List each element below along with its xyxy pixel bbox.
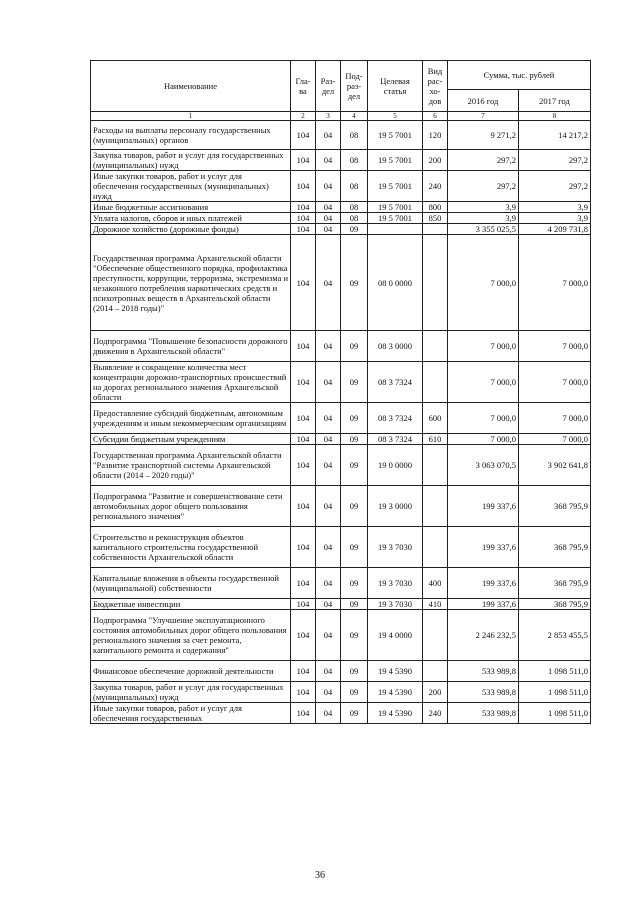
target-article-cell: 19 4 0000 [368, 610, 423, 661]
row-name-cell: Капитальные вложения в объекты государственной (муниципальной) собственности [91, 568, 291, 599]
col-number: 7 [448, 112, 519, 121]
target-article-cell: 19 5 7001 [368, 171, 423, 202]
razdel-cell: 04 [316, 610, 341, 661]
page-number: 36 [315, 870, 325, 881]
target-article-cell: 19 3 7030 [368, 599, 423, 610]
razdel-cell: 04 [316, 527, 341, 568]
target-article-cell: 19 3 0000 [368, 486, 423, 527]
amount-2017-cell: 4 209 731,8 [519, 224, 591, 235]
table-row [91, 331, 591, 362]
glava-cell: 104 [291, 403, 316, 434]
podrazdel-cell: 09 [341, 661, 368, 682]
row-name-cell: Бюджетные инвестиции [91, 599, 291, 610]
amount-2017-cell: 368 795,9 [519, 527, 591, 568]
row-name-cell: Подпрограмма "Улучшение эксплуатационного состояния автомобильных дорог общего пользования регионального значения за счет ремонта, капитального ремонта и содержания" [91, 610, 291, 661]
amount-2016-cell: 533 989,8 [448, 682, 519, 703]
amount-2017-cell: 1 098 511,0 [519, 682, 591, 703]
row-name-cell: Иные закупки товаров, работ и услуг для обеспечения государственных (муниципальных) нужд [91, 171, 291, 202]
amount-2016-cell: 3,9 [448, 213, 519, 224]
podrazdel-cell: 08 [341, 150, 368, 171]
amount-2016-cell: 9 271,2 [448, 121, 519, 150]
table-row [91, 121, 591, 150]
row-name-cell: Расходы на выплаты персоналу государственных (муниципальных) органов [91, 121, 291, 150]
target-article-cell: 19 0 0000 [368, 445, 423, 486]
expense-type-cell [423, 445, 448, 486]
target-article-cell: 08 3 7324 [368, 362, 423, 403]
table-row [91, 445, 591, 486]
podrazdel-cell: 09 [341, 682, 368, 703]
expense-type-cell: 120 [423, 121, 448, 150]
expense-type-cell: 240 [423, 703, 448, 724]
target-article-cell: 08 3 7324 [368, 434, 423, 445]
expense-type-cell [423, 235, 448, 331]
amount-2017-cell: 297,2 [519, 150, 591, 171]
target-article-cell: 19 4 5390 [368, 682, 423, 703]
amount-2017-cell: 7 000,0 [519, 235, 591, 331]
col-header-podrazdel: Под-раз-дел [341, 61, 368, 112]
razdel-cell: 04 [316, 150, 341, 171]
expense-type-cell: 200 [423, 682, 448, 703]
target-article-cell: 19 5 7001 [368, 121, 423, 150]
glava-cell: 104 [291, 661, 316, 682]
razdel-cell: 04 [316, 486, 341, 527]
glava-cell: 104 [291, 224, 316, 235]
amount-2017-cell: 2 853 455,5 [519, 610, 591, 661]
amount-2016-cell: 3 063 070,5 [448, 445, 519, 486]
glava-cell: 104 [291, 486, 316, 527]
amount-2017-cell: 1 098 511,0 [519, 661, 591, 682]
column-number-row [91, 112, 591, 121]
podrazdel-cell: 09 [341, 224, 368, 235]
razdel-cell: 04 [316, 682, 341, 703]
amount-2016-cell: 7 000,0 [448, 403, 519, 434]
amount-2017-cell: 7 000,0 [519, 362, 591, 403]
col-number: 2 [291, 112, 316, 121]
amount-2016-cell: 7 000,0 [448, 362, 519, 403]
razdel-cell: 04 [316, 445, 341, 486]
expense-type-cell: 600 [423, 403, 448, 434]
amount-2016-cell: 3 355 025,5 [448, 224, 519, 235]
table-row [91, 527, 591, 568]
target-article-cell: 08 0 0000 [368, 235, 423, 331]
amount-2016-cell: 3,9 [448, 202, 519, 213]
table-row [91, 224, 591, 235]
amount-2016-cell: 7 000,0 [448, 434, 519, 445]
col-header-glava: Гла-ва [291, 61, 316, 112]
target-article-cell: 19 4 5390 [368, 703, 423, 724]
target-article-cell: 08 3 7324 [368, 403, 423, 434]
amount-2016-cell: 7 000,0 [448, 331, 519, 362]
target-article-cell: 19 3 7030 [368, 568, 423, 599]
expense-type-cell: 850 [423, 213, 448, 224]
glava-cell: 104 [291, 445, 316, 486]
glava-cell: 104 [291, 150, 316, 171]
table-row [91, 610, 591, 661]
row-name-cell: Государственная программа Архангельской области "Обеспечение общественного порядка, профилактика преступности, коррупции, терроризма, экстремизма и незаконного потребления наркотических средств и психотропных веществ в Архангельской области (2014 – 2018 годы)" [91, 235, 291, 331]
row-name-cell: Государственная программа Архангельской области "Развитие транспортной системы Архангельской области (2014 – 2020 годы)" [91, 445, 291, 486]
col-number: 4 [341, 112, 368, 121]
podrazdel-cell: 09 [341, 610, 368, 661]
razdel-cell: 04 [316, 403, 341, 434]
amount-2017-cell: 7 000,0 [519, 434, 591, 445]
budget-table [90, 60, 591, 724]
podrazdel-cell: 09 [341, 362, 368, 403]
amount-2017-cell: 3,9 [519, 202, 591, 213]
row-name-cell: Предоставление субсидий бюджетным, автономным учреждениям и иным некоммерческим организациям [91, 403, 291, 434]
amount-2016-cell: 199 337,6 [448, 568, 519, 599]
podrazdel-cell: 09 [341, 434, 368, 445]
podrazdel-cell: 08 [341, 213, 368, 224]
glava-cell: 104 [291, 331, 316, 362]
expense-type-cell [423, 486, 448, 527]
razdel-cell: 04 [316, 224, 341, 235]
expense-type-cell: 400 [423, 568, 448, 599]
amount-2017-cell: 3 902 641,8 [519, 445, 591, 486]
amount-2016-cell: 199 337,6 [448, 486, 519, 527]
expense-type-cell: 240 [423, 171, 448, 202]
amount-2016-cell: 2 246 232,5 [448, 610, 519, 661]
podrazdel-cell: 09 [341, 568, 368, 599]
table-row [91, 661, 591, 682]
amount-2017-cell: 368 795,9 [519, 568, 591, 599]
table-row [91, 202, 591, 213]
target-article-cell: 19 4 5390 [368, 661, 423, 682]
target-article-cell: 19 5 7001 [368, 150, 423, 171]
table-row [91, 568, 591, 599]
table-row [91, 150, 591, 171]
target-article-cell: 19 3 7030 [368, 527, 423, 568]
razdel-cell: 04 [316, 703, 341, 724]
podrazdel-cell: 09 [341, 527, 368, 568]
table-row [91, 235, 591, 331]
podrazdel-cell: 09 [341, 445, 368, 486]
expense-type-cell: 410 [423, 599, 448, 610]
razdel-cell: 04 [316, 434, 341, 445]
razdel-cell: 04 [316, 171, 341, 202]
col-header-summa: Сумма, тыс. рублей [448, 61, 591, 90]
amount-2017-cell: 368 795,9 [519, 486, 591, 527]
expense-type-cell [423, 331, 448, 362]
table-row [91, 682, 591, 703]
row-name-cell: Закупка товаров, работ и услуг для государственных (муниципальных) нужд [91, 150, 291, 171]
table-row [91, 362, 591, 403]
expense-type-cell [423, 224, 448, 235]
table-row [91, 403, 591, 434]
razdel-cell: 04 [316, 235, 341, 331]
podrazdel-cell: 08 [341, 171, 368, 202]
amount-2017-cell: 1 098 511,0 [519, 703, 591, 724]
table-row [91, 434, 591, 445]
podrazdel-cell: 09 [341, 235, 368, 331]
table-row [91, 171, 591, 202]
col-number: 3 [316, 112, 341, 121]
expense-type-cell [423, 610, 448, 661]
glava-cell: 104 [291, 121, 316, 150]
table-row [91, 703, 591, 724]
glava-cell: 104 [291, 202, 316, 213]
glava-cell: 104 [291, 610, 316, 661]
amount-2017-cell: 7 000,0 [519, 331, 591, 362]
glava-cell: 104 [291, 434, 316, 445]
razdel-cell: 04 [316, 568, 341, 599]
razdel-cell: 04 [316, 362, 341, 403]
row-name-cell: Уплата налогов, сборов и иных платежей [91, 213, 291, 224]
glava-cell: 104 [291, 682, 316, 703]
row-name-cell: Иные закупки товаров, работ и услуг для обеспечения государственных [91, 703, 291, 724]
row-name-cell: Иные бюджетные ассигнования [91, 202, 291, 213]
amount-2016-cell: 7 000,0 [448, 235, 519, 331]
expense-type-cell: 610 [423, 434, 448, 445]
budget-table-sheet [90, 60, 590, 724]
razdel-cell: 04 [316, 121, 341, 150]
podrazdel-cell: 08 [341, 202, 368, 213]
col-number: 6 [423, 112, 448, 121]
target-article-cell: 19 5 7001 [368, 202, 423, 213]
razdel-cell: 04 [316, 331, 341, 362]
amount-2017-cell: 7 000,0 [519, 403, 591, 434]
target-article-cell: 19 5 7001 [368, 213, 423, 224]
row-name-cell: Подпрограмма "Развитие и совершенствование сети автомобильных дорог общего пользования регионального значения" [91, 486, 291, 527]
table-row [91, 599, 591, 610]
col-header-statya: Целевая статья [368, 61, 423, 112]
amount-2016-cell: 533 989,8 [448, 703, 519, 724]
podrazdel-cell: 09 [341, 599, 368, 610]
amount-2016-cell: 199 337,6 [448, 599, 519, 610]
col-header-razdel: Раз-дел [316, 61, 341, 112]
glava-cell: 104 [291, 568, 316, 599]
expense-type-cell: 200 [423, 150, 448, 171]
podrazdel-cell: 08 [341, 121, 368, 150]
glava-cell: 104 [291, 362, 316, 403]
amount-2017-cell: 3,9 [519, 213, 591, 224]
glava-cell: 104 [291, 235, 316, 331]
expense-type-cell [423, 362, 448, 403]
target-article-cell: 08 3 0000 [368, 331, 423, 362]
expense-type-cell [423, 661, 448, 682]
row-name-cell: Финансовое обеспечение дорожной деятельности [91, 661, 291, 682]
col-header-vid: Вид рас-хо-дов [423, 61, 448, 112]
glava-cell: 104 [291, 703, 316, 724]
glava-cell: 104 [291, 527, 316, 568]
row-name-cell: Выявление и сокращение количества мест концентрации дорожно-транспортных происшествий на дорогах регионального значения Архангельской области [91, 362, 291, 403]
razdel-cell: 04 [316, 213, 341, 224]
podrazdel-cell: 09 [341, 331, 368, 362]
row-name-cell: Закупка товаров, работ и услуг для государственных (муниципальных) нужд [91, 682, 291, 703]
amount-2016-cell: 199 337,6 [448, 527, 519, 568]
amount-2016-cell: 533 989,8 [448, 661, 519, 682]
col-number: 5 [368, 112, 423, 121]
amount-2017-cell: 368 795,9 [519, 599, 591, 610]
podrazdel-cell: 09 [341, 403, 368, 434]
col-header-2016: 2016 год [448, 90, 519, 112]
amount-2017-cell: 297,2 [519, 171, 591, 202]
amount-2017-cell: 14 217,2 [519, 121, 591, 150]
col-header-2017: 2017 год [519, 90, 591, 112]
podrazdel-cell: 09 [341, 486, 368, 527]
target-article-cell [368, 224, 423, 235]
glava-cell: 104 [291, 599, 316, 610]
expense-type-cell [423, 527, 448, 568]
glava-cell: 104 [291, 213, 316, 224]
expense-type-cell: 800 [423, 202, 448, 213]
row-name-cell: Субсидии бюджетным учреждениям [91, 434, 291, 445]
table-row [91, 486, 591, 527]
amount-2016-cell: 297,2 [448, 171, 519, 202]
col-number: 8 [519, 112, 591, 121]
row-name-cell: Подпрограмма "Повышение безопасности дорожного движения в Архангельской области" [91, 331, 291, 362]
razdel-cell: 04 [316, 599, 341, 610]
row-name-cell: Строительство и реконструкция объектов капитального строительства государственной собственности Архангельской области [91, 527, 291, 568]
table-row [91, 213, 591, 224]
razdel-cell: 04 [316, 661, 341, 682]
amount-2016-cell: 297,2 [448, 150, 519, 171]
glava-cell: 104 [291, 171, 316, 202]
razdel-cell: 04 [316, 202, 341, 213]
col-number: 1 [91, 112, 291, 121]
podrazdel-cell: 09 [341, 703, 368, 724]
col-header-name: Наименование [91, 61, 291, 112]
row-name-cell: Дорожное хозяйство (дорожные фонды) [91, 224, 291, 235]
